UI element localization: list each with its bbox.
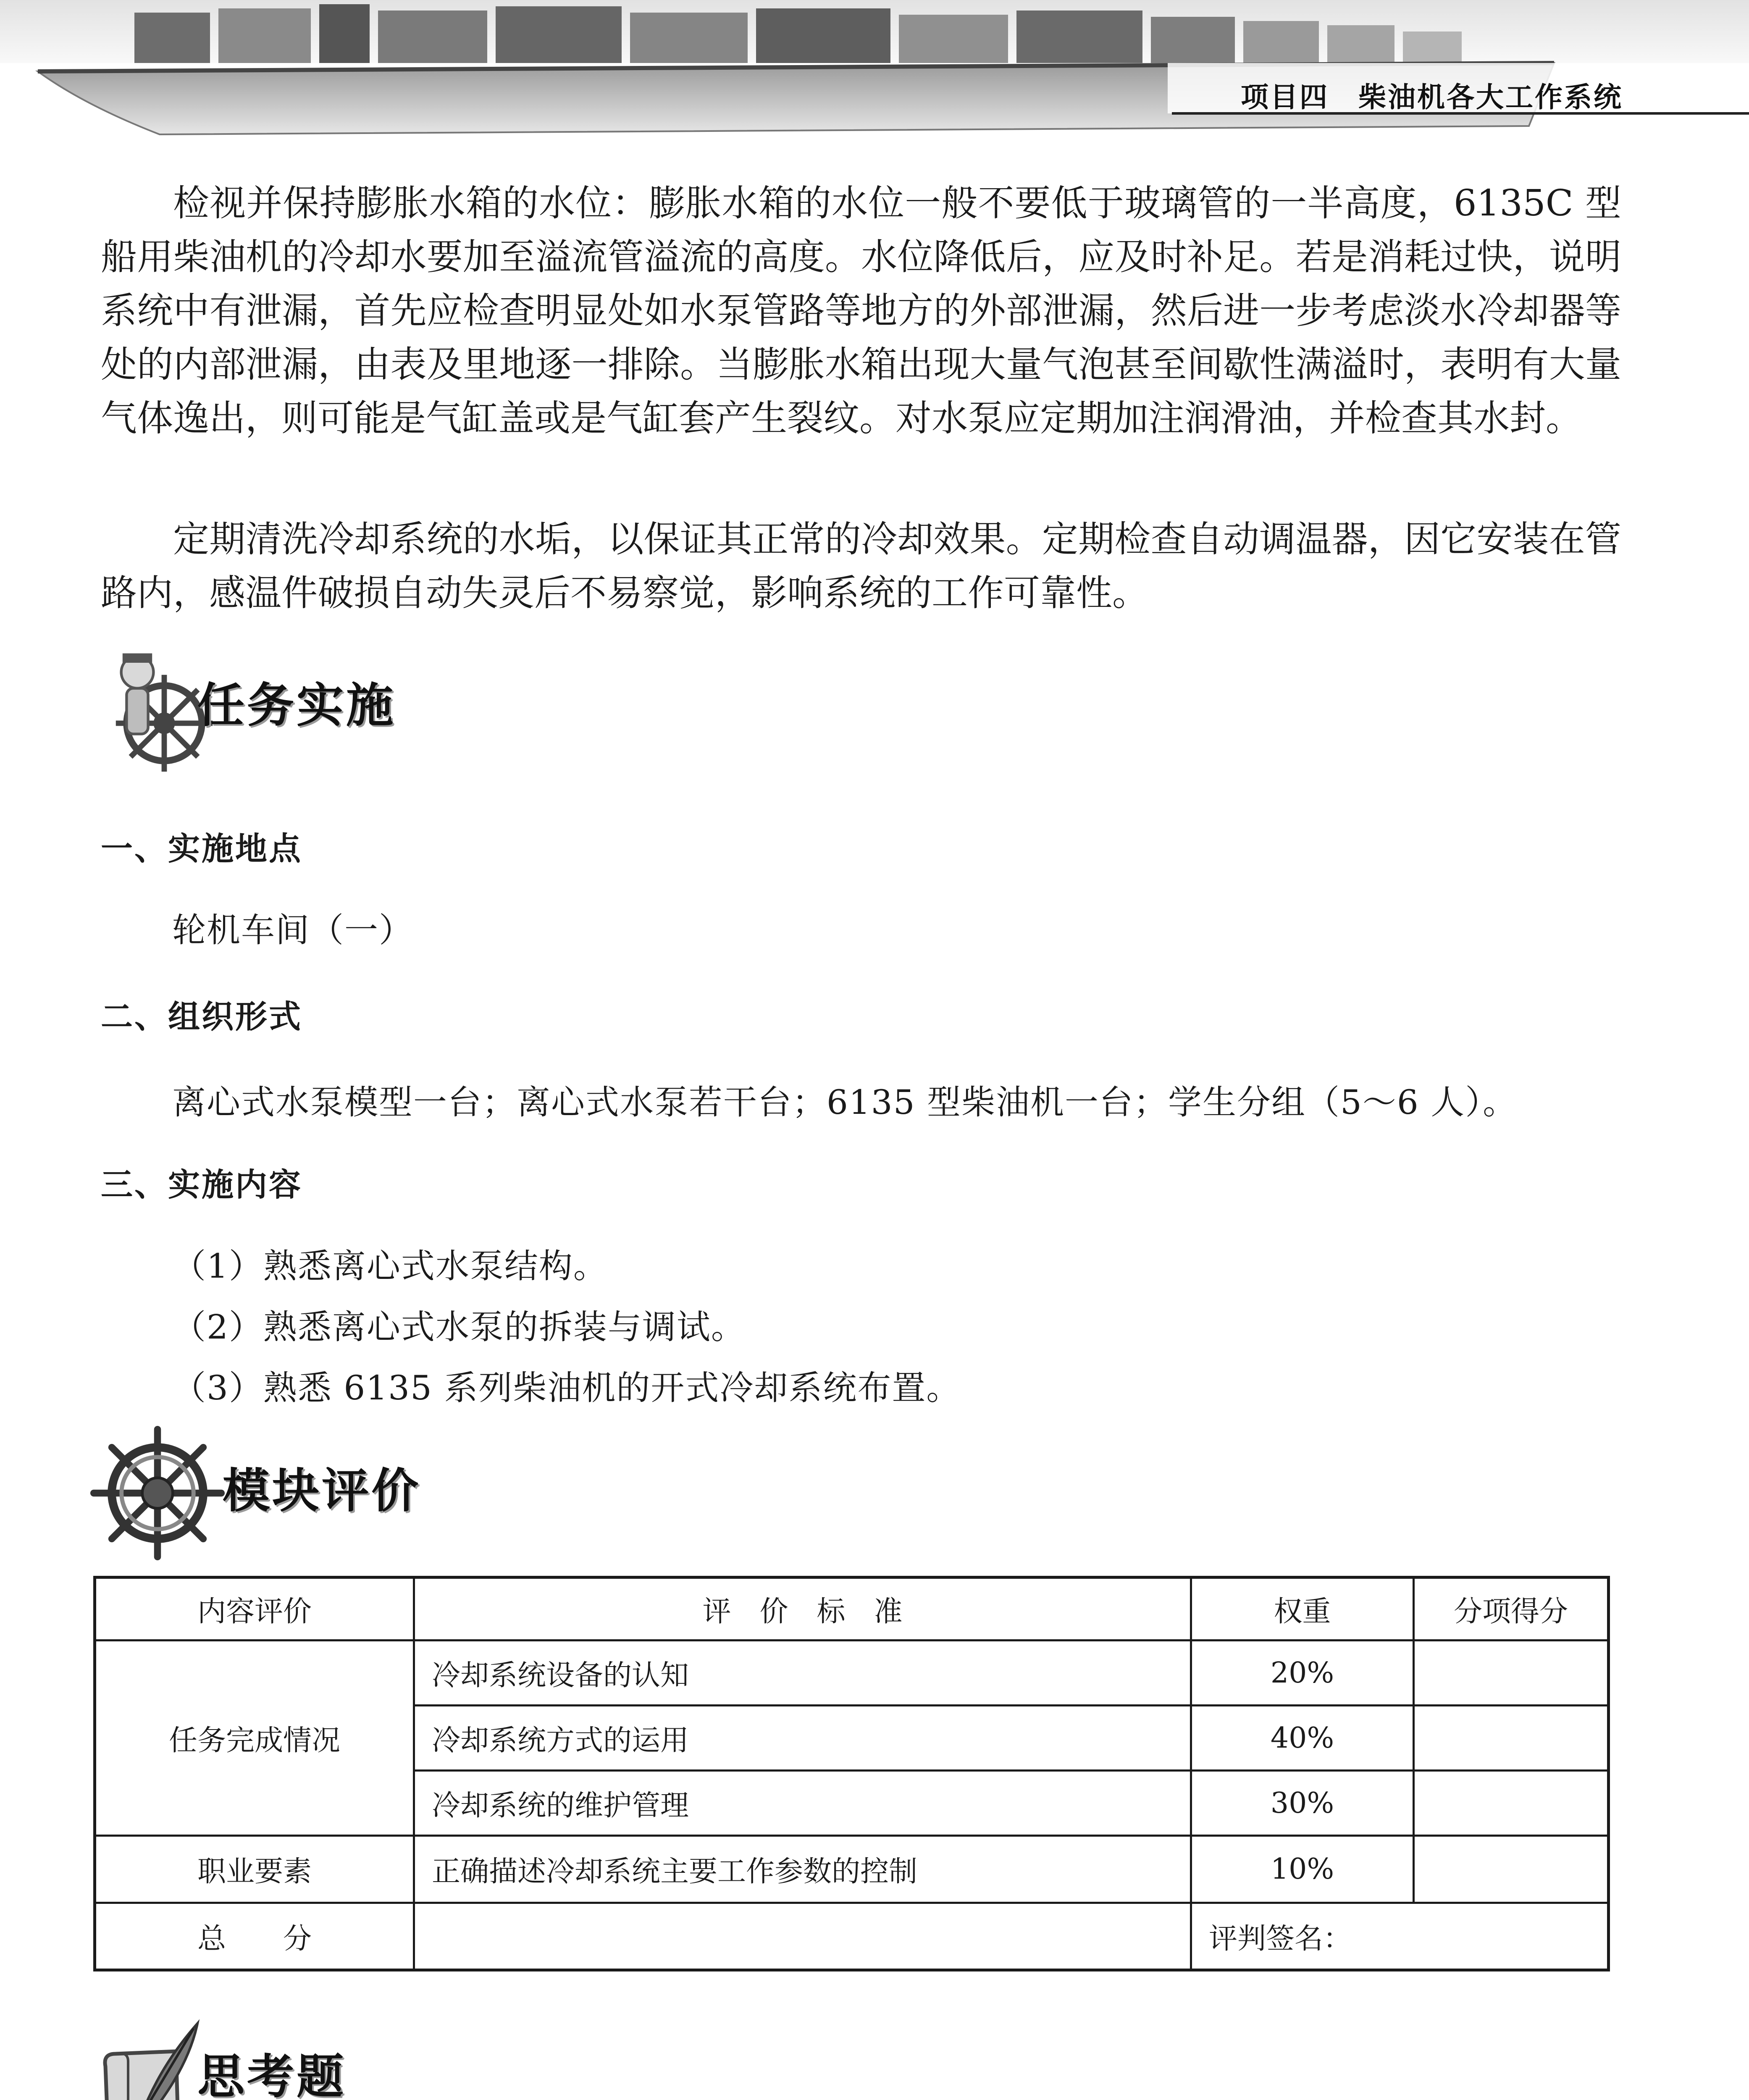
- weight-cell: 20%: [1191, 1641, 1414, 1706]
- group-professional-factors: 职业要素: [95, 1836, 414, 1903]
- weight-cell: 30%: [1191, 1771, 1414, 1836]
- header-weight: 权重: [1191, 1578, 1414, 1641]
- organization-heading: 二、组织形式: [101, 998, 302, 1035]
- table-total-row: [95, 1903, 1609, 1970]
- criterion-cell: 冷却系统方式的运用: [414, 1706, 1191, 1771]
- weight-cell: 40%: [1191, 1706, 1414, 1771]
- score-cell[interactable]: [1414, 1771, 1609, 1836]
- score-cell[interactable]: [1414, 1641, 1609, 1706]
- location-text: 轮机车间（一）: [172, 911, 413, 950]
- content-item: （2）熟悉离心式水泵的拆装与调试。: [172, 1307, 746, 1347]
- questions-section-title: 思考题: [197, 2050, 346, 2100]
- content-heading: 三、实施内容: [101, 1166, 302, 1203]
- ship-wheel-icon: [88, 1424, 227, 1562]
- paragraph-scale-cleaning: 定期清洗冷却系统的水垢，以保证其正常的冷却效果。定期检查自动调温器，因它安装在管路内，感温件破损自动失灵后不易察觉，影响系统的工作可靠性。: [101, 518, 1621, 614]
- location-heading: 一、实施地点: [101, 830, 302, 867]
- header-content-eval: 内容评价: [95, 1578, 414, 1641]
- table-row: [95, 1641, 1609, 1706]
- header-score: 分项得分: [1414, 1578, 1609, 1641]
- table-header-row: [95, 1578, 1609, 1641]
- header-project-title: 项目四 柴油机各大工作系统: [1241, 81, 1623, 113]
- score-cell[interactable]: [1414, 1706, 1609, 1771]
- content-item: （1）熟悉离心式水泵结构。: [172, 1247, 608, 1286]
- criterion-cell: 冷却系统设备的认知: [414, 1641, 1191, 1706]
- weight-cell: 10%: [1191, 1836, 1414, 1903]
- header-criteria: 评 价 标 准: [414, 1578, 1191, 1641]
- judge-signature[interactable]: 评判签名：: [1191, 1903, 1609, 1970]
- paragraph-expansion-tank: 检视并保持膨胀水箱的水位：膨胀水箱的水位一般不要低于玻璃管的一半高度，6135C 型船用柴油机的冷却水要加至溢流管溢流的高度。水位降低后，应及时补足。若是消耗过快，说明系统中有泄漏，首先应检查明显处如水泵管路等地方的外部泄漏，然后进一步考虑淡水冷却器等处的内部泄漏，由表及里地逐一排除。当膨胀水箱出现大量气泡甚至间歇性满溢时，表明有大量气体逸出，则可能是气缸盖或是气缸套产生裂纹。对水泵应定期加注润滑油，并检查其水封。: [101, 182, 1621, 439]
- content-item: （3）熟悉 6135 系列柴油机的开式冷却系统布置。: [172, 1368, 961, 1407]
- criterion-cell: 正确描述冷却系统主要工作参数的控制: [414, 1836, 1191, 1903]
- total-score-value[interactable]: [414, 1903, 1191, 1970]
- group-task-completion: 任务完成情况: [95, 1641, 414, 1836]
- total-score-label: 总 分: [95, 1903, 414, 1970]
- organization-text: 离心式水泵模型一台；离心式水泵若干台；6135 型柴油机一台；学生分组（5～6 人）。: [172, 1083, 1518, 1122]
- criterion-cell: 冷却系统的维护管理: [414, 1771, 1191, 1836]
- table-row: [95, 1836, 1609, 1903]
- score-cell[interactable]: [1414, 1836, 1609, 1903]
- evaluation-table: [93, 1576, 1610, 1971]
- evaluation-section-title: 模块评价: [223, 1464, 421, 1518]
- task-section-title: 任务实施: [197, 678, 396, 733]
